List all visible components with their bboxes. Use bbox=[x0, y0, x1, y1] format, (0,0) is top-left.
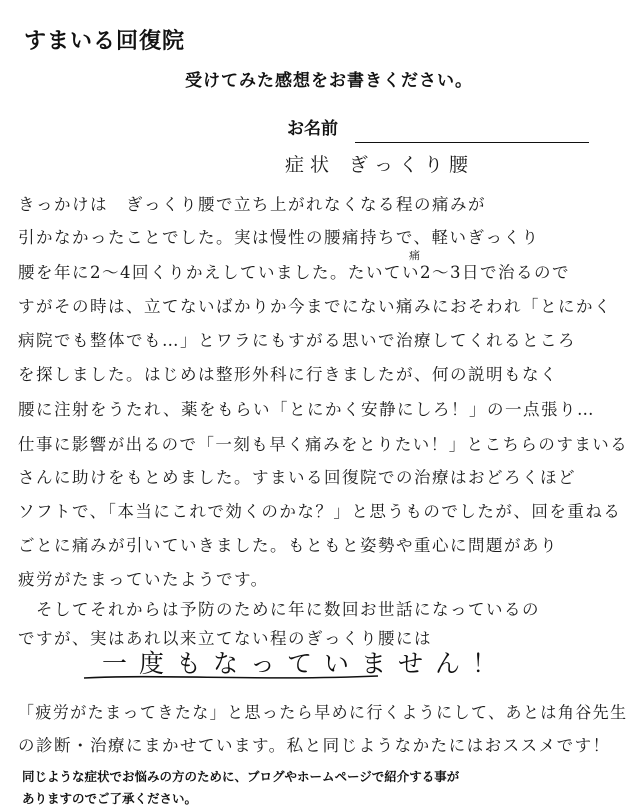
name-underline bbox=[355, 142, 589, 143]
handwritten-closing-line: 「疲労がたまってきたな」と思ったら早めに行くようにして、あとは角谷先生 bbox=[18, 703, 628, 722]
handwritten-line: 引かなかったことでした。実は慢性の腰痛持ちで、軽いぎっくり bbox=[18, 228, 540, 247]
handwritten-line: すがその時は、立てないばかりか今までにない痛みにおそわれ「とにかく bbox=[18, 297, 612, 316]
form-prompt: 受けてみた感想をお書きください。 bbox=[185, 71, 473, 91]
footer-notice bbox=[22, 766, 459, 810]
symptom-field bbox=[285, 150, 474, 177]
insertion-mark: 痛 bbox=[409, 249, 420, 262]
emphasis-underline bbox=[82, 672, 382, 682]
handwritten-line: 腰に注射をうたれ、薬をもらい「とにかく安静にしろ！」の一点張り… bbox=[18, 400, 595, 419]
handwritten-line: ですが、実はあれ以来立てない程のぎっくり腰には bbox=[18, 629, 432, 648]
footer-notice-line: 同じような症状でお悩みの方のために、ブログやホームページで紹介する事が bbox=[22, 769, 460, 784]
handwritten-line: ごとに痛みが引いていきました。もともと姿勢や重心に問題があり bbox=[18, 536, 558, 555]
footer-notice-line: ありますのでご了承ください。 bbox=[22, 791, 198, 806]
handwritten-line: 病院でも整体でも…」とワラにもすがる思いで治療してくれるところ bbox=[18, 331, 576, 350]
handwritten-line: 疲労がたまっていたようです。 bbox=[18, 570, 269, 589]
handwritten-line: 仕事に影響が出るので「一刻も早く痛みをとりたい！」とこちらのすまいる bbox=[18, 435, 629, 454]
handwritten-line: そしてそれからは予防のために年に数回お世話になっているの bbox=[18, 600, 540, 619]
name-field bbox=[287, 114, 338, 150]
clinic-name: すまいる回復院 bbox=[24, 29, 186, 54]
handwritten-line: きっかけは ぎっくり腰で立ち上がれなくなる程の痛みが bbox=[18, 195, 486, 214]
handwritten-line: ソフトで、「本当にこれで効くのかな？」と思うものでしたが、回を重ねる bbox=[18, 502, 622, 521]
handwritten-line: を探しました。はじめは整形外科に行きましたが、何の説明もなく bbox=[18, 365, 558, 384]
handwritten-line: さんに助けをもとめました。すまいる回復院での治療はおどろくほど bbox=[18, 468, 576, 487]
name-label: お名前 bbox=[287, 119, 338, 139]
symptom-value: ぎっくり腰 bbox=[349, 154, 475, 176]
handwritten-closing-line: の診断・治療にまかせています。私と同じようなかたにはおススメです！ bbox=[18, 736, 611, 755]
emphasis-statement: 一度もなっていません！ bbox=[102, 649, 510, 678]
handwritten-line: 腰を年に2〜4回くりかえしていました。たいてい2〜3日で治るので bbox=[18, 263, 570, 282]
symptom-label: 症状 bbox=[285, 154, 336, 176]
